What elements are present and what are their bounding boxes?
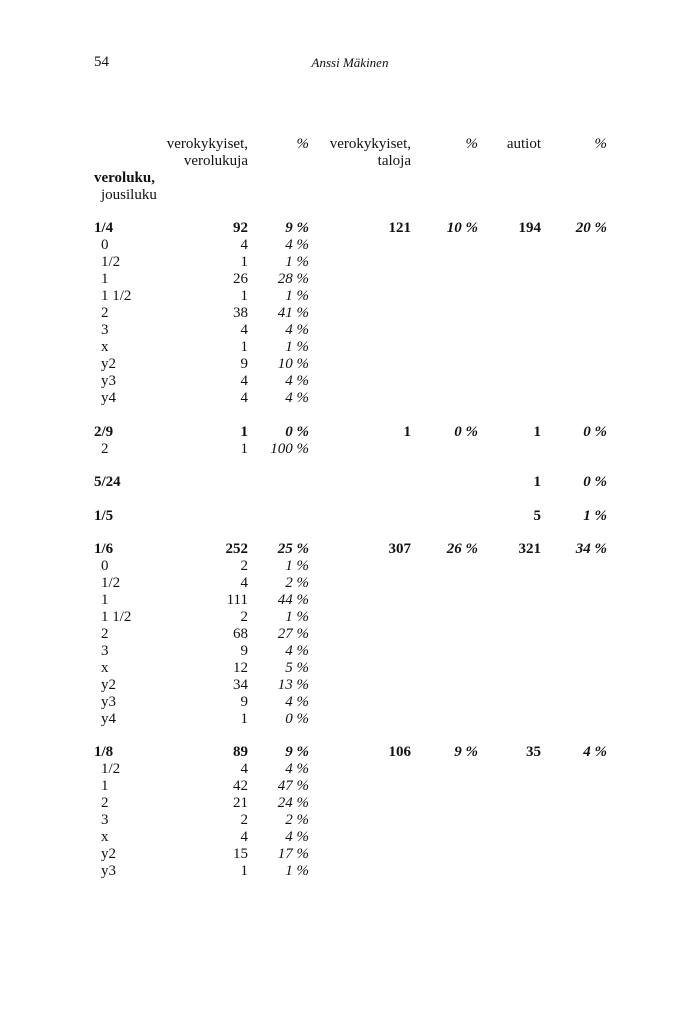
row-count: 1 [240, 863, 248, 879]
row-percent: 1 % [285, 288, 309, 304]
row-count: 4 [240, 322, 248, 338]
row-count: 1 [240, 288, 248, 304]
row-label: 1 1/2 [101, 288, 132, 304]
table-row [0, 863, 700, 880]
row-count: 111 [226, 592, 248, 608]
row-percent: 10 % [277, 356, 309, 372]
header-col2: % [296, 136, 309, 152]
row-label: y2 [101, 677, 116, 693]
table-row [0, 558, 700, 575]
group-houses: 106 [388, 744, 411, 760]
row-label: 0 [101, 558, 109, 574]
group-label: 1/4 [94, 220, 114, 236]
row-percent: 4 % [285, 643, 309, 659]
group-count: 89 [233, 744, 248, 760]
row-count: 4 [240, 237, 248, 253]
header-row-label-1: veroluku, [94, 170, 155, 186]
group-deserted: 194 [518, 220, 541, 236]
group-deserted: 1 [533, 474, 541, 490]
row-label: 1/2 [101, 254, 121, 270]
table-row [0, 288, 700, 305]
group-label: 1/8 [94, 744, 114, 760]
table-row [0, 390, 700, 407]
row-label: 1 [101, 271, 109, 287]
row-count: 21 [233, 795, 248, 811]
row-count: 68 [233, 626, 248, 642]
row-percent: 1 % [285, 863, 309, 879]
row-label: 1 [101, 778, 109, 794]
page-number: 54 [94, 54, 109, 70]
row-count: 15 [233, 846, 248, 862]
row-percent: 2 % [285, 575, 309, 591]
table-row [0, 812, 700, 829]
row-percent: 4 % [285, 390, 309, 406]
group-houses: 307 [388, 541, 411, 557]
table-row [0, 237, 700, 254]
row-count: 1 [240, 254, 248, 270]
row-count: 9 [240, 694, 248, 710]
row-label: y2 [101, 356, 116, 372]
row-count: 9 [240, 643, 248, 659]
group-count: 252 [225, 541, 248, 557]
row-percent: 24 % [277, 795, 309, 811]
row-count: 1 [240, 711, 248, 727]
group-row [0, 474, 700, 491]
row-count: 9 [240, 356, 248, 372]
table-row [0, 575, 700, 592]
row-count: 4 [240, 575, 248, 591]
row-count: 1 [240, 339, 248, 355]
row-count: 12 [233, 660, 248, 676]
row-label: 3 [101, 812, 109, 828]
group-deserted: 321 [518, 541, 541, 557]
header-col5: autiot [506, 136, 541, 152]
row-label: 1/2 [101, 761, 121, 777]
group-houses-percent: 10 % [446, 220, 478, 236]
table-row [0, 305, 700, 322]
row-label: 2 [101, 795, 109, 811]
table-row [0, 609, 700, 626]
row-percent: 13 % [277, 677, 309, 693]
table-row [0, 322, 700, 339]
row-label: y2 [101, 846, 116, 862]
group-houses: 121 [388, 220, 411, 236]
table-row [0, 677, 700, 694]
group-label: 5/24 [94, 474, 121, 490]
row-count: 2 [240, 558, 248, 574]
group-percent: 0 % [285, 424, 309, 440]
row-label: y3 [101, 373, 116, 389]
row-percent: 47 % [277, 778, 309, 794]
row-count: 4 [240, 373, 248, 389]
table-row [0, 778, 700, 795]
row-percent: 0 % [285, 711, 309, 727]
row-label: y4 [101, 390, 116, 406]
table-row [0, 254, 700, 271]
header-col4: % [465, 136, 478, 152]
row-percent: 4 % [285, 761, 309, 777]
table-row [0, 761, 700, 778]
table-row [0, 271, 700, 288]
group-count: 1 [240, 424, 248, 440]
row-percent: 4 % [285, 237, 309, 253]
group-percent: 9 % [285, 744, 309, 760]
row-label: 2 [101, 441, 109, 457]
row-percent: 28 % [277, 271, 309, 287]
row-percent: 1 % [285, 254, 309, 270]
group-houses: 1 [403, 424, 411, 440]
group-houses-percent: 9 % [454, 744, 478, 760]
header-col3 [330, 136, 411, 170]
row-count: 42 [233, 778, 248, 794]
row-percent: 1 % [285, 339, 309, 355]
row-label: y4 [101, 711, 116, 727]
row-label: 3 [101, 322, 109, 338]
row-percent: 1 % [285, 609, 309, 625]
row-label: y3 [101, 863, 116, 879]
row-count: 1 [240, 441, 248, 457]
group-row [0, 508, 700, 525]
row-percent: 17 % [277, 846, 309, 862]
row-label: 1/2 [101, 575, 121, 591]
row-percent: 4 % [285, 322, 309, 338]
row-label: x [101, 660, 109, 676]
row-count: 2 [240, 812, 248, 828]
table-row [0, 441, 700, 458]
group-deserted-percent: 20 % [575, 220, 607, 236]
group-percent: 25 % [277, 541, 309, 557]
row-label: y3 [101, 694, 116, 710]
row-count: 2 [240, 609, 248, 625]
group-deserted: 35 [526, 744, 541, 760]
group-percent: 9 % [285, 220, 309, 236]
row-count: 4 [240, 829, 248, 845]
group-deserted-percent: 0 % [583, 474, 607, 490]
row-count: 4 [240, 761, 248, 777]
row-count: 38 [233, 305, 248, 321]
group-deserted-percent: 1 % [583, 508, 607, 524]
row-label: 2 [101, 305, 109, 321]
row-count: 34 [233, 677, 248, 693]
row-label: 1 1/2 [101, 609, 132, 625]
row-count: 4 [240, 390, 248, 406]
group-row [0, 220, 700, 237]
group-row [0, 541, 700, 558]
row-count: 26 [233, 271, 248, 287]
header-col6: % [594, 136, 607, 152]
group-row [0, 424, 700, 441]
table-row [0, 694, 700, 711]
group-label: 2/9 [94, 424, 114, 440]
header-col1-line1: verokykyiset, [166, 136, 248, 152]
group-houses-percent: 0 % [454, 424, 478, 440]
table-row [0, 356, 700, 373]
header-col1-line2: verolukuja [183, 153, 248, 169]
row-percent: 100 % [270, 441, 309, 457]
group-label: 1/6 [94, 541, 114, 557]
header-col3-line1: verokykyiset, [329, 136, 411, 152]
row-label: 0 [101, 237, 109, 253]
row-percent: 2 % [285, 812, 309, 828]
group-deserted: 5 [533, 508, 541, 524]
group-count: 92 [233, 220, 248, 236]
row-percent: 4 % [285, 829, 309, 845]
row-label: x [101, 829, 109, 845]
group-deserted-percent: 0 % [583, 424, 607, 440]
group-row [0, 744, 700, 761]
header-col3-line2: taloja [377, 153, 411, 169]
table-row [0, 711, 700, 728]
row-percent: 4 % [285, 694, 309, 710]
row-percent: 41 % [277, 305, 309, 321]
group-deserted-percent: 4 % [583, 744, 607, 760]
running-head: Anssi Mäkinen [311, 55, 389, 70]
row-percent: 4 % [285, 373, 309, 389]
header-col1 [167, 136, 248, 170]
group-label: 1/5 [94, 508, 114, 524]
table-row [0, 846, 700, 863]
table-row [0, 660, 700, 677]
row-label: 1 [101, 592, 109, 608]
group-deserted: 1 [533, 424, 541, 440]
group-deserted-percent: 34 % [575, 541, 607, 557]
header-row-label-2: jousiluku [101, 187, 157, 203]
row-label: 2 [101, 626, 109, 642]
table-row [0, 373, 700, 390]
row-label: 3 [101, 643, 109, 659]
row-percent: 1 % [285, 558, 309, 574]
row-percent: 44 % [277, 592, 309, 608]
table-row [0, 592, 700, 609]
table-row [0, 829, 700, 846]
row-percent: 5 % [285, 660, 309, 676]
row-percent: 27 % [277, 626, 309, 642]
table-row [0, 626, 700, 643]
table-row [0, 643, 700, 660]
table-row [0, 339, 700, 356]
row-label: x [101, 339, 109, 355]
table-row [0, 795, 700, 812]
group-houses-percent: 26 % [446, 541, 478, 557]
